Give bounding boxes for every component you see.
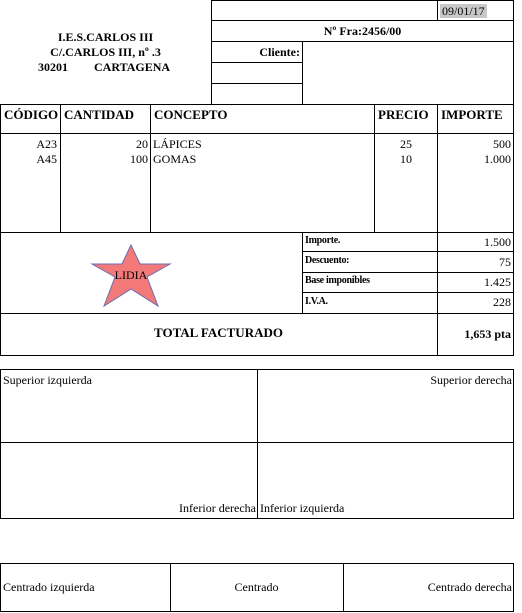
divider bbox=[211, 62, 302, 63]
cell-importe: 1.000 bbox=[484, 152, 511, 166]
divider bbox=[302, 41, 303, 104]
totals-label: Importe. bbox=[305, 235, 341, 246]
divider bbox=[211, 20, 514, 21]
header-concepto: CONCEPTO bbox=[154, 107, 228, 122]
cell-concepto: GOMAS bbox=[153, 152, 197, 166]
items-table bbox=[0, 104, 514, 232]
header-precio: PRECIO bbox=[378, 107, 429, 122]
divider bbox=[257, 370, 258, 518]
totals-value: 75 bbox=[499, 255, 511, 269]
invoice-number: Nº Fra:2456/00 bbox=[323, 24, 402, 38]
cell-center-left: Centrado izquierda bbox=[3, 580, 95, 594]
total-label: TOTAL FACTURADO bbox=[154, 325, 283, 340]
header-codigo: CÓDIGO bbox=[4, 107, 59, 122]
divider bbox=[211, 83, 302, 84]
cell-concepto: LÁPICES bbox=[153, 137, 202, 151]
cell-top-left: Superior izquierda bbox=[3, 373, 92, 387]
divider bbox=[302, 292, 514, 293]
cell-precio: 10 bbox=[400, 152, 412, 166]
cell-center-right: Centrado derecha bbox=[427, 580, 512, 594]
cell-top-right: Superior derecha bbox=[430, 373, 512, 387]
sender-name: I.E.S.CARLOS III bbox=[57, 30, 154, 44]
divider bbox=[302, 272, 514, 273]
cell-cantidad: 20 bbox=[136, 137, 148, 151]
total-value: 1,653 pta bbox=[464, 327, 511, 341]
totals-value: 1.425 bbox=[484, 275, 511, 289]
divider bbox=[0, 104, 1, 232]
cell-bottom-right: Inferior izquierda bbox=[260, 501, 345, 515]
cell-codigo: A23 bbox=[36, 137, 57, 151]
divider bbox=[513, 0, 514, 104]
divider bbox=[302, 251, 514, 252]
totals-value: 228 bbox=[493, 295, 511, 309]
divider bbox=[437, 104, 438, 232]
sender-street: C/.CARLOS III, nº .3 bbox=[50, 45, 161, 59]
cell-importe: 500 bbox=[493, 137, 511, 151]
cell-codigo: A45 bbox=[36, 152, 57, 166]
divider bbox=[0, 313, 514, 314]
stamp-text: LIDIA bbox=[114, 268, 148, 282]
sender-city: CARTAGENA bbox=[94, 60, 171, 74]
cell-cantidad: 100 bbox=[130, 152, 148, 166]
header-importe: IMPORTE bbox=[441, 107, 503, 122]
invoice-date: 09/01/17 bbox=[442, 4, 485, 18]
divider bbox=[211, 41, 514, 42]
divider bbox=[0, 355, 514, 356]
totals-label: Base imponibles bbox=[305, 275, 370, 286]
divider bbox=[211, 0, 514, 1]
alignment-grid bbox=[0, 369, 514, 519]
cell-center: Centrado bbox=[234, 580, 279, 594]
invoice-header bbox=[0, 0, 514, 104]
divider bbox=[150, 104, 151, 232]
divider bbox=[437, 0, 438, 20]
totals-value: 1.500 bbox=[484, 235, 511, 249]
totals-label: I.V.A. bbox=[305, 296, 328, 307]
totals-label: Descuento: bbox=[305, 255, 350, 266]
header-cantidad: CANTIDAD bbox=[64, 107, 135, 122]
divider bbox=[60, 104, 61, 232]
client-label: Cliente: bbox=[259, 45, 300, 59]
centered-row bbox=[0, 563, 514, 612]
cell-precio: 25 bbox=[400, 137, 412, 151]
totals-block bbox=[0, 232, 514, 355]
divider bbox=[513, 104, 514, 232]
cell-bottom-left: Inferior derecha bbox=[179, 501, 256, 515]
divider bbox=[374, 104, 375, 232]
sender-postcode: 30201 bbox=[38, 60, 68, 74]
